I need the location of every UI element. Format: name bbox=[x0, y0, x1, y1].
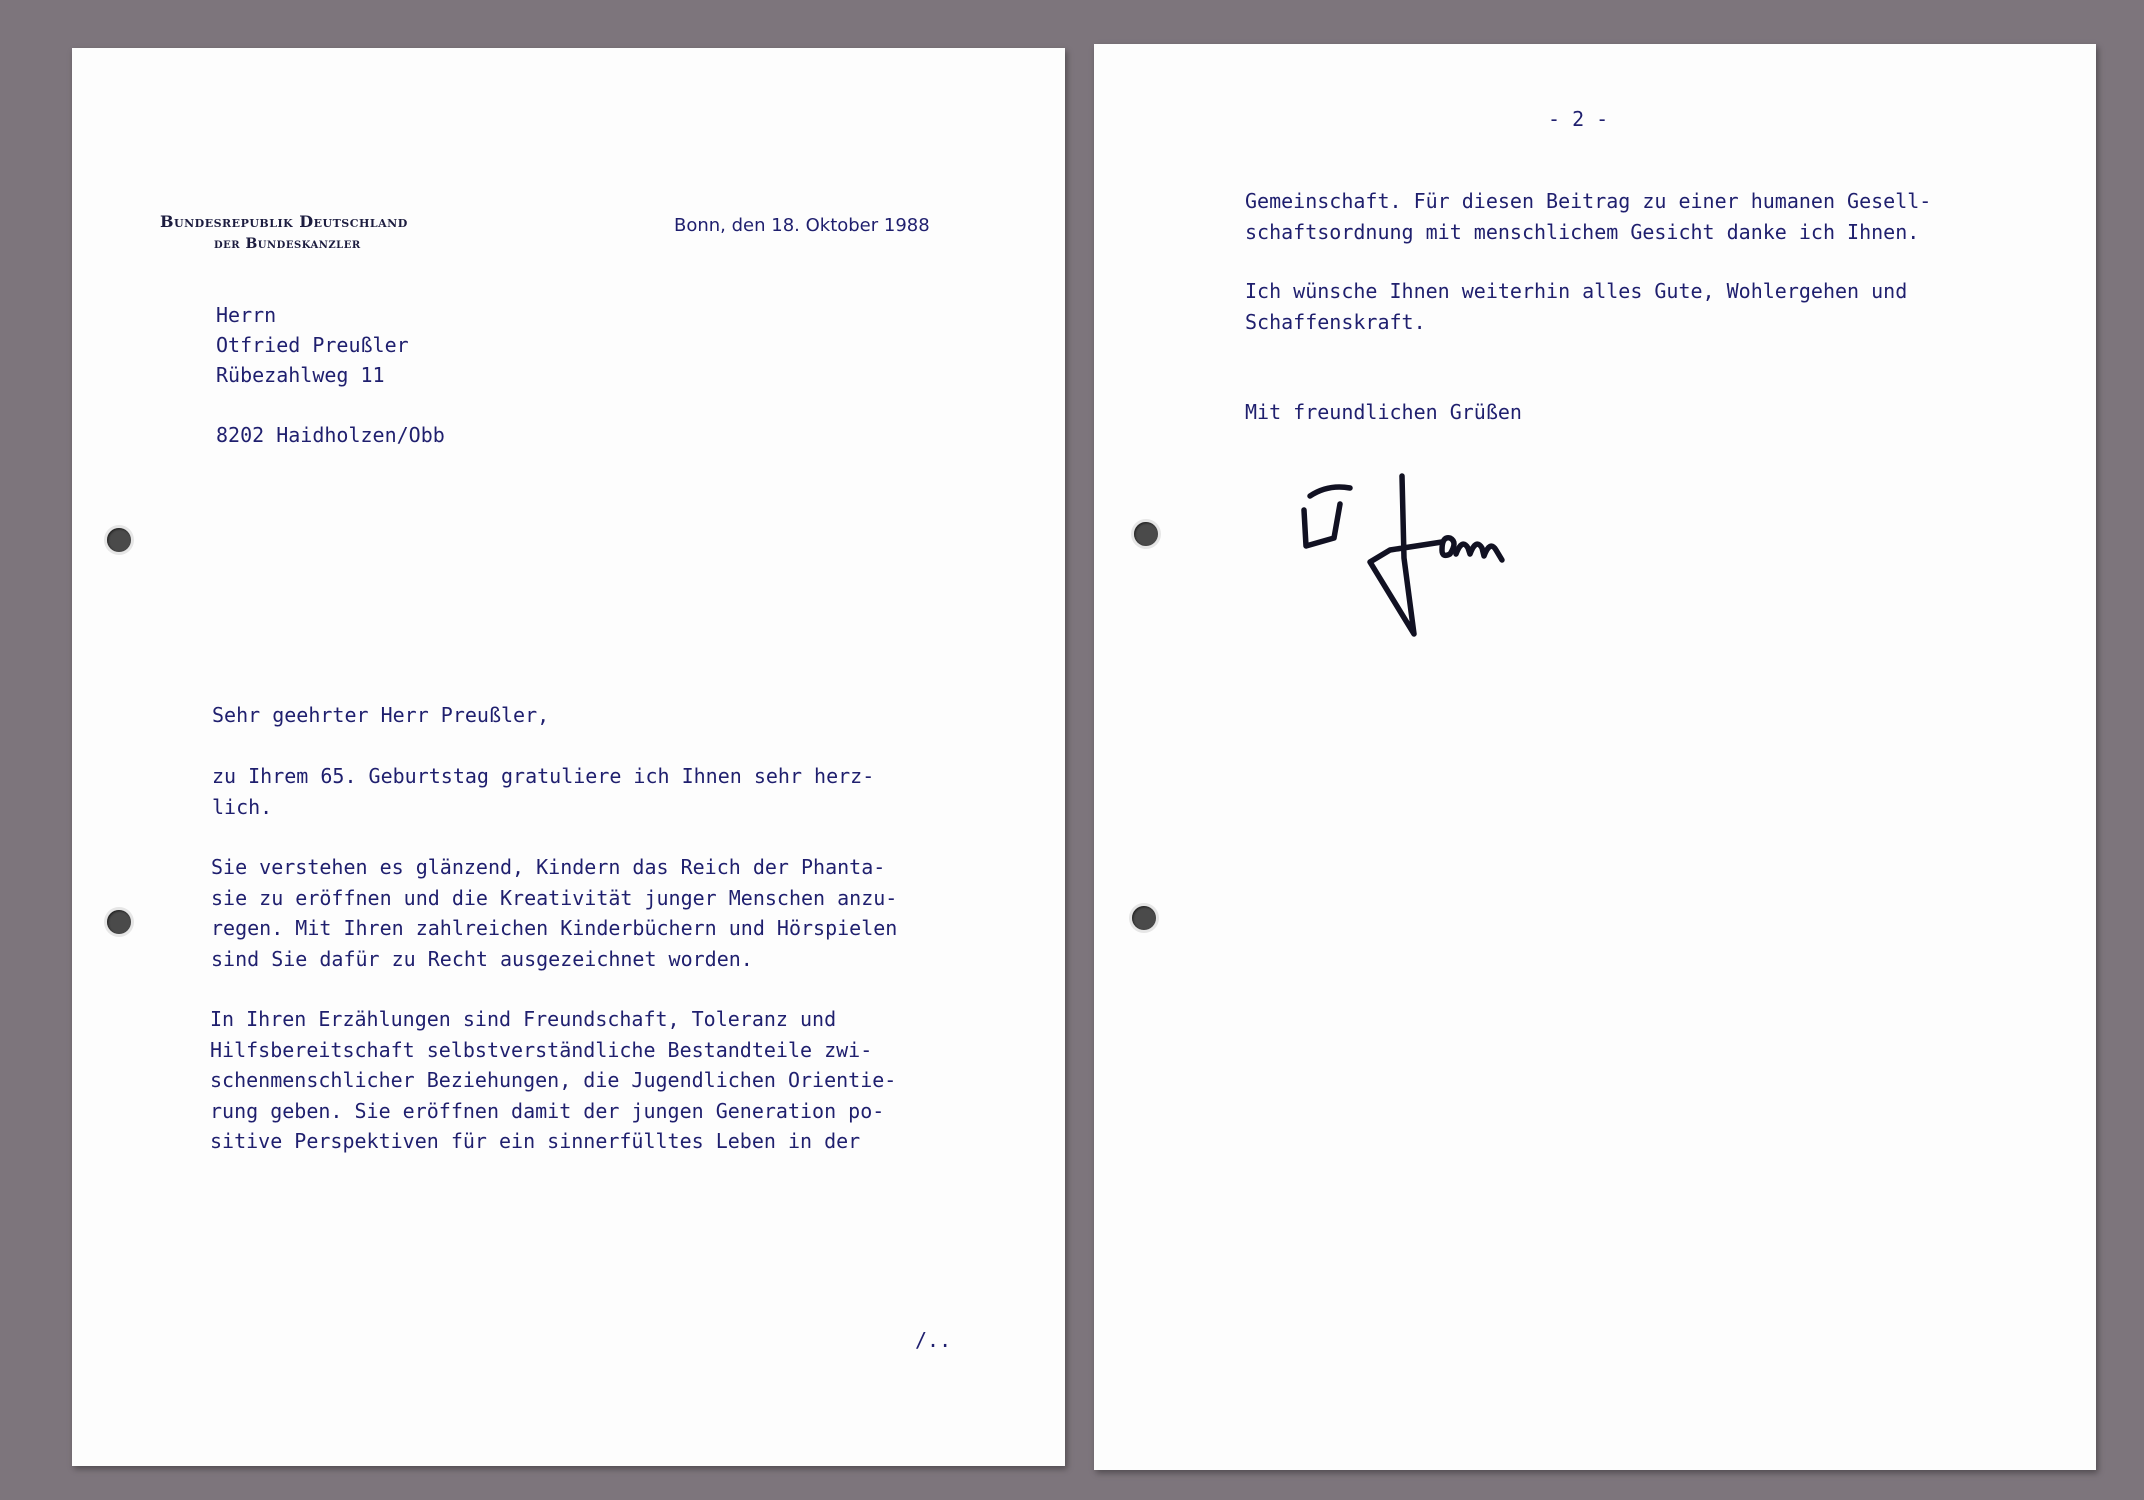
letterhead-line-2: der Bundeskanzler bbox=[214, 236, 361, 252]
body-paragraph-2: Sie verstehen es glänzend, Kindern das Reich der Phanta- sie zu eröffnen und die Kreativität junger Menschen anzu- regen. Mit Ihren zahlreichen Kinderbüchern und Hörspielen sind Sie dafür zu Recht ausgezeichnet worden. bbox=[211, 855, 898, 971]
letter-greeting: Sehr geehrter Herr Preußler, bbox=[212, 703, 550, 727]
body-paragraph-1: zu Ihrem 65. Geburtstag gratuliere ich Ihnen sehr herz- lich. bbox=[212, 764, 875, 819]
address-name: Otfried Preußler bbox=[216, 333, 409, 357]
punch-hole bbox=[107, 910, 131, 934]
closing-phrase: Mit freundlichen Grüßen bbox=[1245, 400, 1522, 424]
letterhead-line-1: Bundesrepublik Deutschland bbox=[160, 212, 408, 231]
punch-hole bbox=[1134, 522, 1158, 546]
punch-hole bbox=[1132, 906, 1156, 930]
punch-hole bbox=[107, 528, 131, 552]
continuation-mark: /.. bbox=[915, 1328, 952, 1352]
body-paragraph-3: In Ihren Erzählungen sind Freundschaft, Toleranz und Hilfsbereitschaft selbstverständliche Bestandteile zwi- schenmenschlicher Beziehungen, die Jugendlichen Orientie- rung geben. Sie eröffnen damit der jungen Generation po- sitive Perspektiven für ein sinnerfülltes Leben in der bbox=[210, 1007, 897, 1153]
body-paragraph-5: Ich wünsche Ihnen weiterhin alles Gute, Wohlergehen und Schaffenskraft. bbox=[1245, 279, 1908, 334]
letter-page-2 bbox=[1094, 44, 2096, 1470]
page-number: - 2 - bbox=[1548, 107, 1609, 131]
address-city: 8202 Haidholzen/Obb bbox=[216, 423, 445, 447]
address-salutation: Herrn bbox=[216, 303, 277, 327]
signature bbox=[1292, 438, 1552, 668]
address-street: Rübezahlweg 11 bbox=[216, 363, 385, 387]
letter-page-1 bbox=[72, 48, 1065, 1466]
body-paragraph-4: Gemeinschaft. Für diesen Beitrag zu einer humanen Gesell- schaftsordnung mit menschlichem Gesicht danke ich Ihnen. bbox=[1245, 189, 1932, 244]
letter-date: Bonn, den 18. Oktober 1988 bbox=[674, 215, 930, 236]
